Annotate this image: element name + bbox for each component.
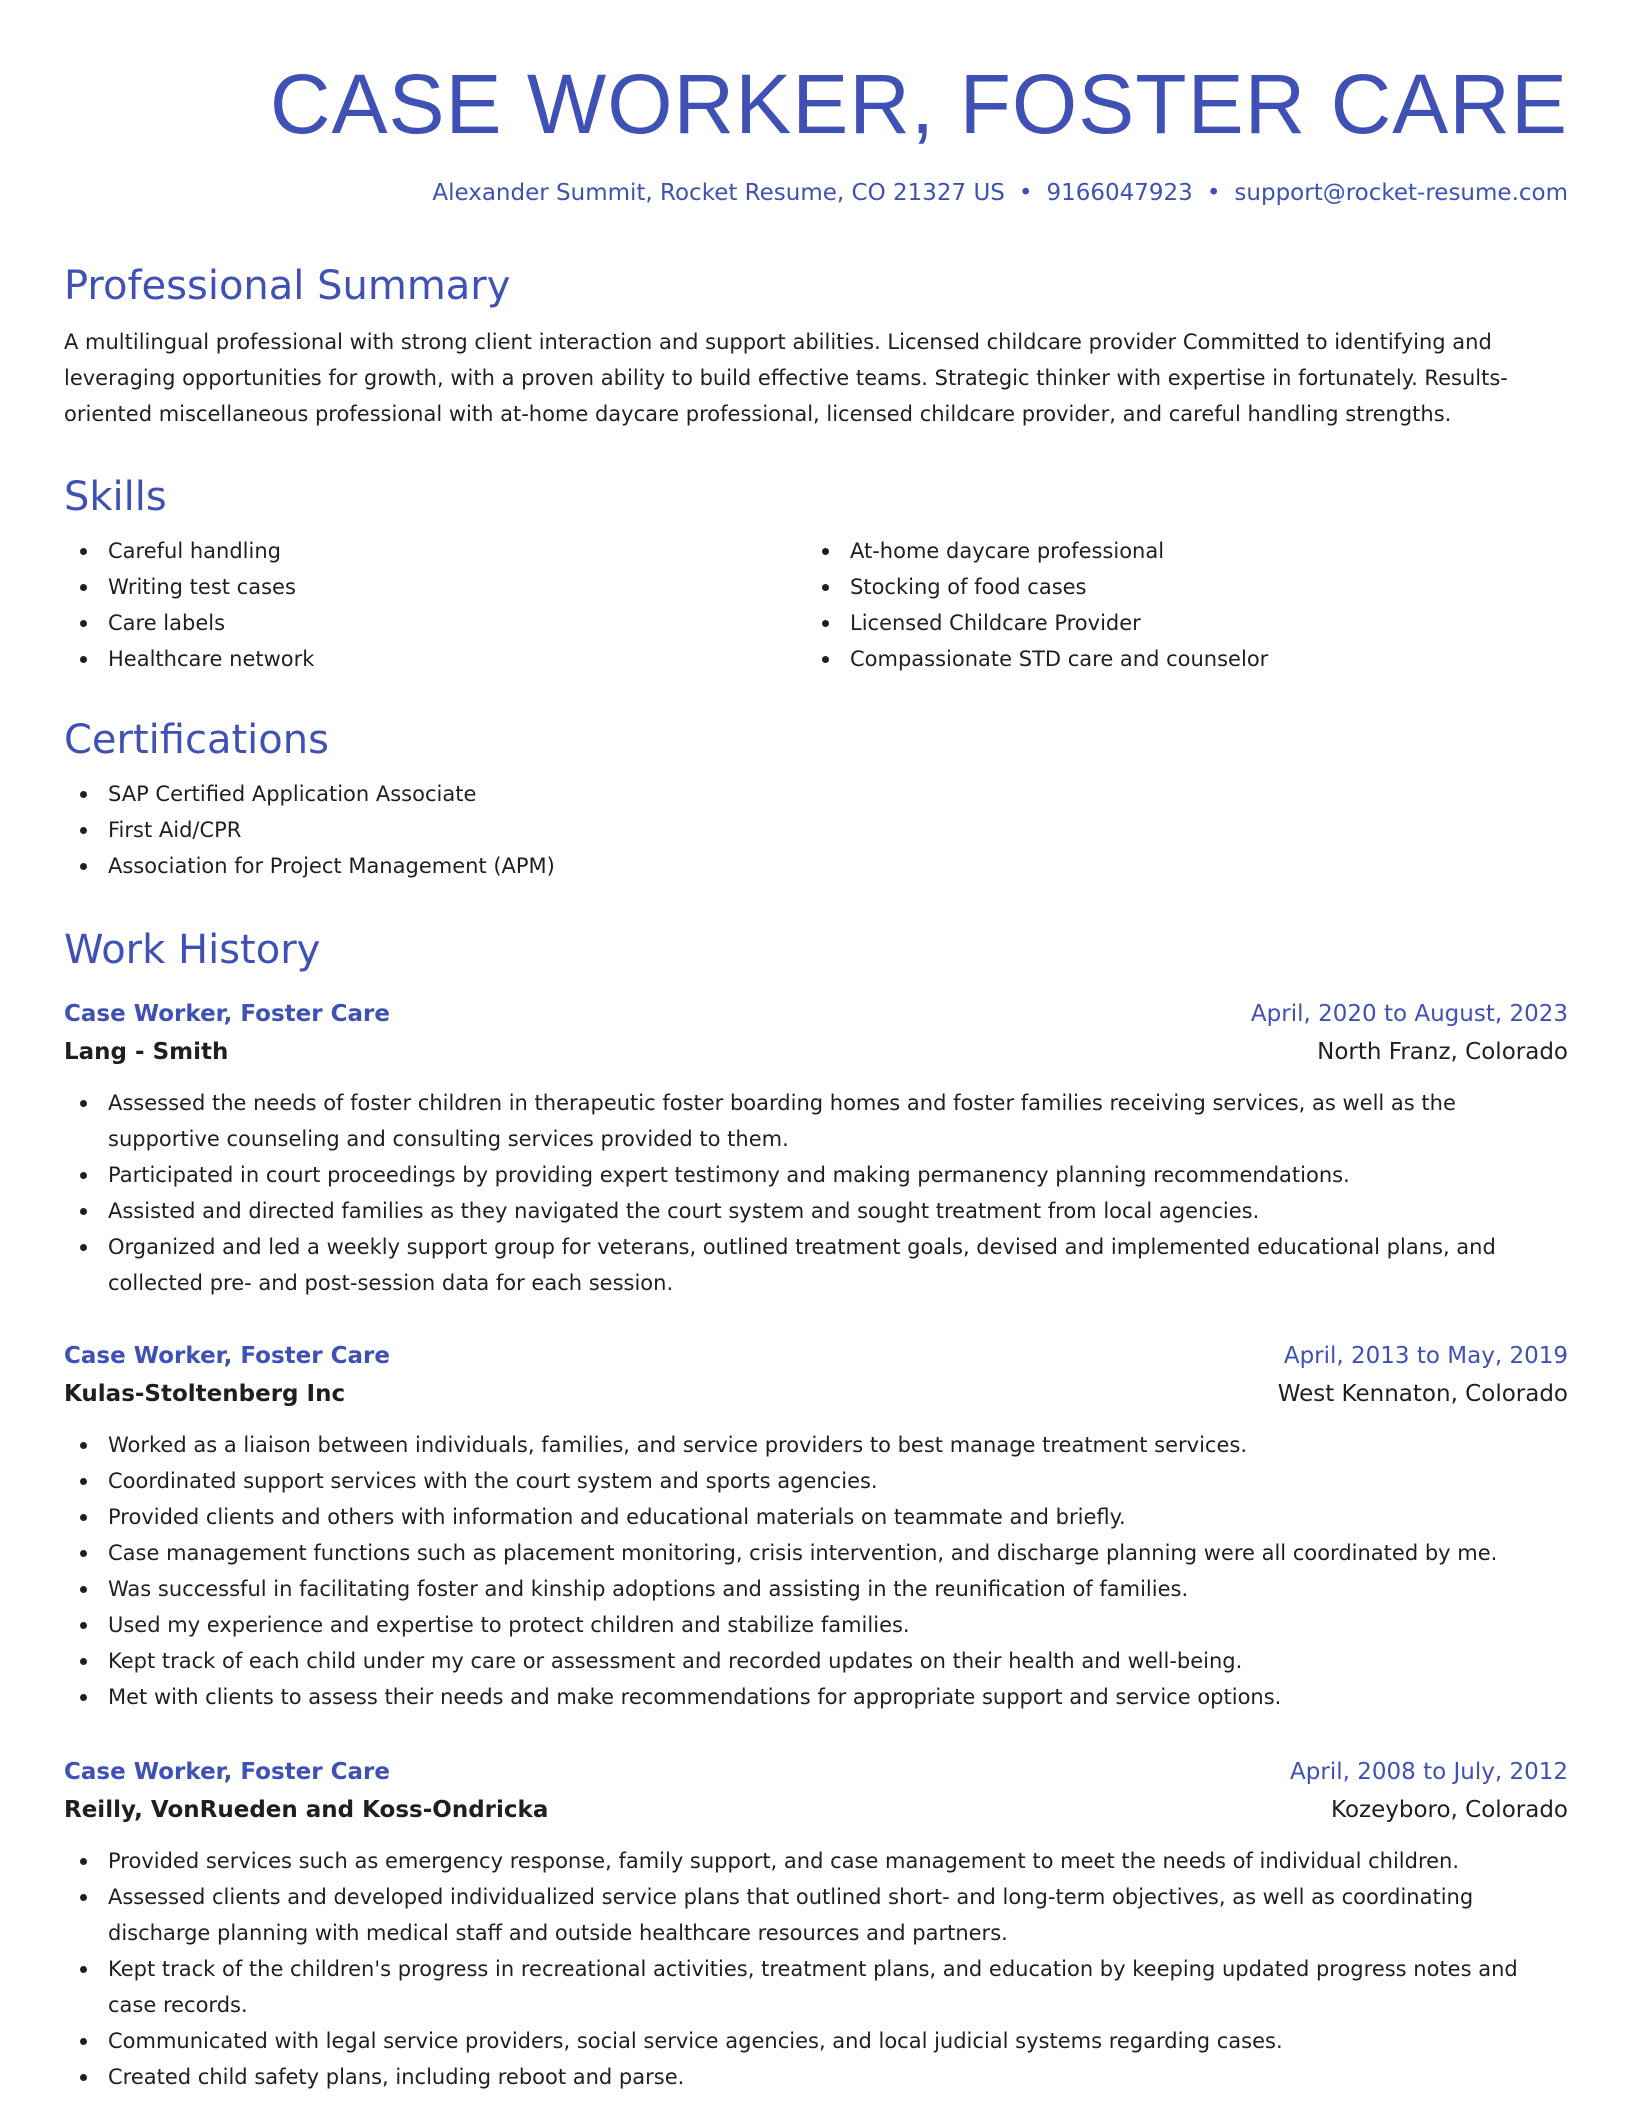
certifications-heading: Certifications — [64, 717, 329, 763]
job-bullet: Organized and led a weekly support group for veterans, outlined treatment goals, devised and implemented educational plans, and collected pre- and post-session data for each session. — [64, 1229, 1568, 1301]
job-bullets — [64, 1427, 1568, 1715]
job-company: Lang - Smith — [64, 1039, 229, 1065]
job-location: Kozeyboro, Colorado — [1331, 1797, 1568, 1823]
contact-line — [64, 178, 1568, 208]
resume-header — [64, 0, 1568, 208]
job-company-row — [64, 1033, 1568, 1071]
job-dates: April, 2020 to August, 2023 — [1250, 1001, 1568, 1027]
skill-item: Careful handling — [64, 533, 806, 569]
contact-email: support@rocket-resume.com — [1234, 180, 1568, 206]
certification-item: First Aid/CPR — [64, 812, 1568, 848]
job-entry — [64, 1337, 1568, 1715]
job-bullet: Provided clients and others with information and educational materials on teammate and briefly. — [64, 1499, 1568, 1535]
job-entry — [64, 1753, 1568, 2095]
skill-item: Care labels — [64, 605, 806, 641]
job-location: West Kennaton, Colorado — [1277, 1381, 1568, 1407]
resume-title: CASE WORKER, FOSTER CARE — [269, 57, 1568, 151]
job-bullet: Coordinated support services with the court system and sports agencies. — [64, 1463, 1568, 1499]
job-bullet: Provided services such as emergency response, family support, and case management to meet the needs of individual children. — [64, 1843, 1568, 1879]
certification-item: Association for Project Management (APM) — [64, 848, 1568, 884]
job-bullet: Communicated with legal service providers, social service agencies, and local judicial systems regarding cases. — [64, 2023, 1568, 2059]
skills-list-right — [806, 533, 1548, 677]
job-company: Reilly, VonRueden and Koss-Ondricka — [64, 1797, 549, 1823]
job-title-row — [64, 995, 1568, 1033]
job-bullets — [64, 1843, 1568, 2095]
certifications-section — [64, 716, 1568, 884]
skill-item: Healthcare network — [64, 641, 806, 677]
summary-heading: Professional Summary — [64, 263, 511, 309]
skills-section — [64, 473, 1568, 677]
job-bullet: Assisted and directed families as they navigated the court system and sought treatment from local agencies. — [64, 1193, 1568, 1229]
skill-item: At-home daycare professional — [806, 533, 1548, 569]
job-bullet: Case management functions such as placement monitoring, crisis intervention, and discharge planning were all coordinated by me. — [64, 1535, 1568, 1571]
job-bullet: Worked as a liaison between individuals, families, and service providers to best manage treatment services. — [64, 1427, 1568, 1463]
contact-separator: • — [1018, 180, 1033, 206]
job-bullet: Kept track of the children's progress in recreational activities, treatment plans, and education by keeping updated progress notes and case records. — [64, 1951, 1568, 2023]
job-dates: April, 2013 to May, 2019 — [1283, 1343, 1568, 1369]
job-company-row — [64, 1375, 1568, 1413]
summary-text: A multilingual professional with strong client interaction and support abilities. Licensed childcare provider Committed to identifying and leveraging opportunities for growth, with a proven ability to build effective teams. Strategic thinker with expertise in fortunately. Results-oriented miscellaneous professional with at-home daycare professional, licensed childcare provider, and careful handling strengths. — [64, 330, 1508, 426]
job-role: Case Worker, Foster Care — [64, 1759, 390, 1785]
job-bullet: Participated in court proceedings by providing expert testimony and making permanency planning recommendations. — [64, 1157, 1568, 1193]
job-entry — [64, 995, 1568, 1301]
job-bullet: Met with clients to assess their needs and make recommendations for appropriate support and service options. — [64, 1679, 1568, 1715]
job-role: Case Worker, Foster Care — [64, 1343, 390, 1369]
job-company: Kulas-Stoltenberg Inc — [64, 1381, 346, 1407]
work-history-section — [64, 926, 1568, 974]
skill-item: Stocking of food cases — [806, 569, 1548, 605]
job-bullet: Was successful in facilitating foster and kinship adoptions and assisting in the reunification of families. — [64, 1571, 1568, 1607]
certification-item: SAP Certified Application Associate — [64, 776, 1568, 812]
job-title-row — [64, 1753, 1568, 1791]
skills-heading: Skills — [64, 474, 167, 520]
job-dates: April, 2008 to July, 2012 — [1290, 1759, 1568, 1785]
resume-page — [64, 0, 1568, 2089]
job-role: Case Worker, Foster Care — [64, 1001, 390, 1027]
job-title-row — [64, 1337, 1568, 1375]
job-bullet: Used my experience and expertise to protect children and stabilize families. — [64, 1607, 1568, 1643]
summary-section — [64, 262, 1568, 432]
job-bullets — [64, 1085, 1568, 1301]
job-bullet: Created child safety plans, including reboot and parse. — [64, 2059, 1568, 2095]
job-bullet: Assessed the needs of foster children in therapeutic foster boarding homes and foster families receiving services, as well as the supportive counseling and consulting services provided to them. — [64, 1085, 1568, 1157]
job-bullet: Assessed clients and developed individualized service plans that outlined short- and long-term objectives, as well as coordinating discharge planning with medical staff and outside healthcare resources and partners. — [64, 1879, 1568, 1951]
job-location: North Franz, Colorado — [1317, 1039, 1568, 1065]
contact-address: Alexander Summit, Rocket Resume, CO 21327 US — [432, 180, 1005, 206]
skills-list-left — [64, 533, 806, 677]
certifications-list — [64, 776, 1568, 884]
contact-separator: • — [1206, 180, 1221, 206]
skill-item: Licensed Childcare Provider — [806, 605, 1548, 641]
contact-phone: 9166047923 — [1046, 180, 1193, 206]
job-company-row — [64, 1791, 1568, 1829]
job-bullet: Kept track of each child under my care or assessment and recorded updates on their health and well-being. — [64, 1643, 1568, 1679]
work-history-heading: Work History — [64, 927, 321, 973]
skill-item: Writing test cases — [64, 569, 806, 605]
skills-columns — [64, 533, 1568, 677]
skill-item: Compassionate STD care and counselor — [806, 641, 1548, 677]
